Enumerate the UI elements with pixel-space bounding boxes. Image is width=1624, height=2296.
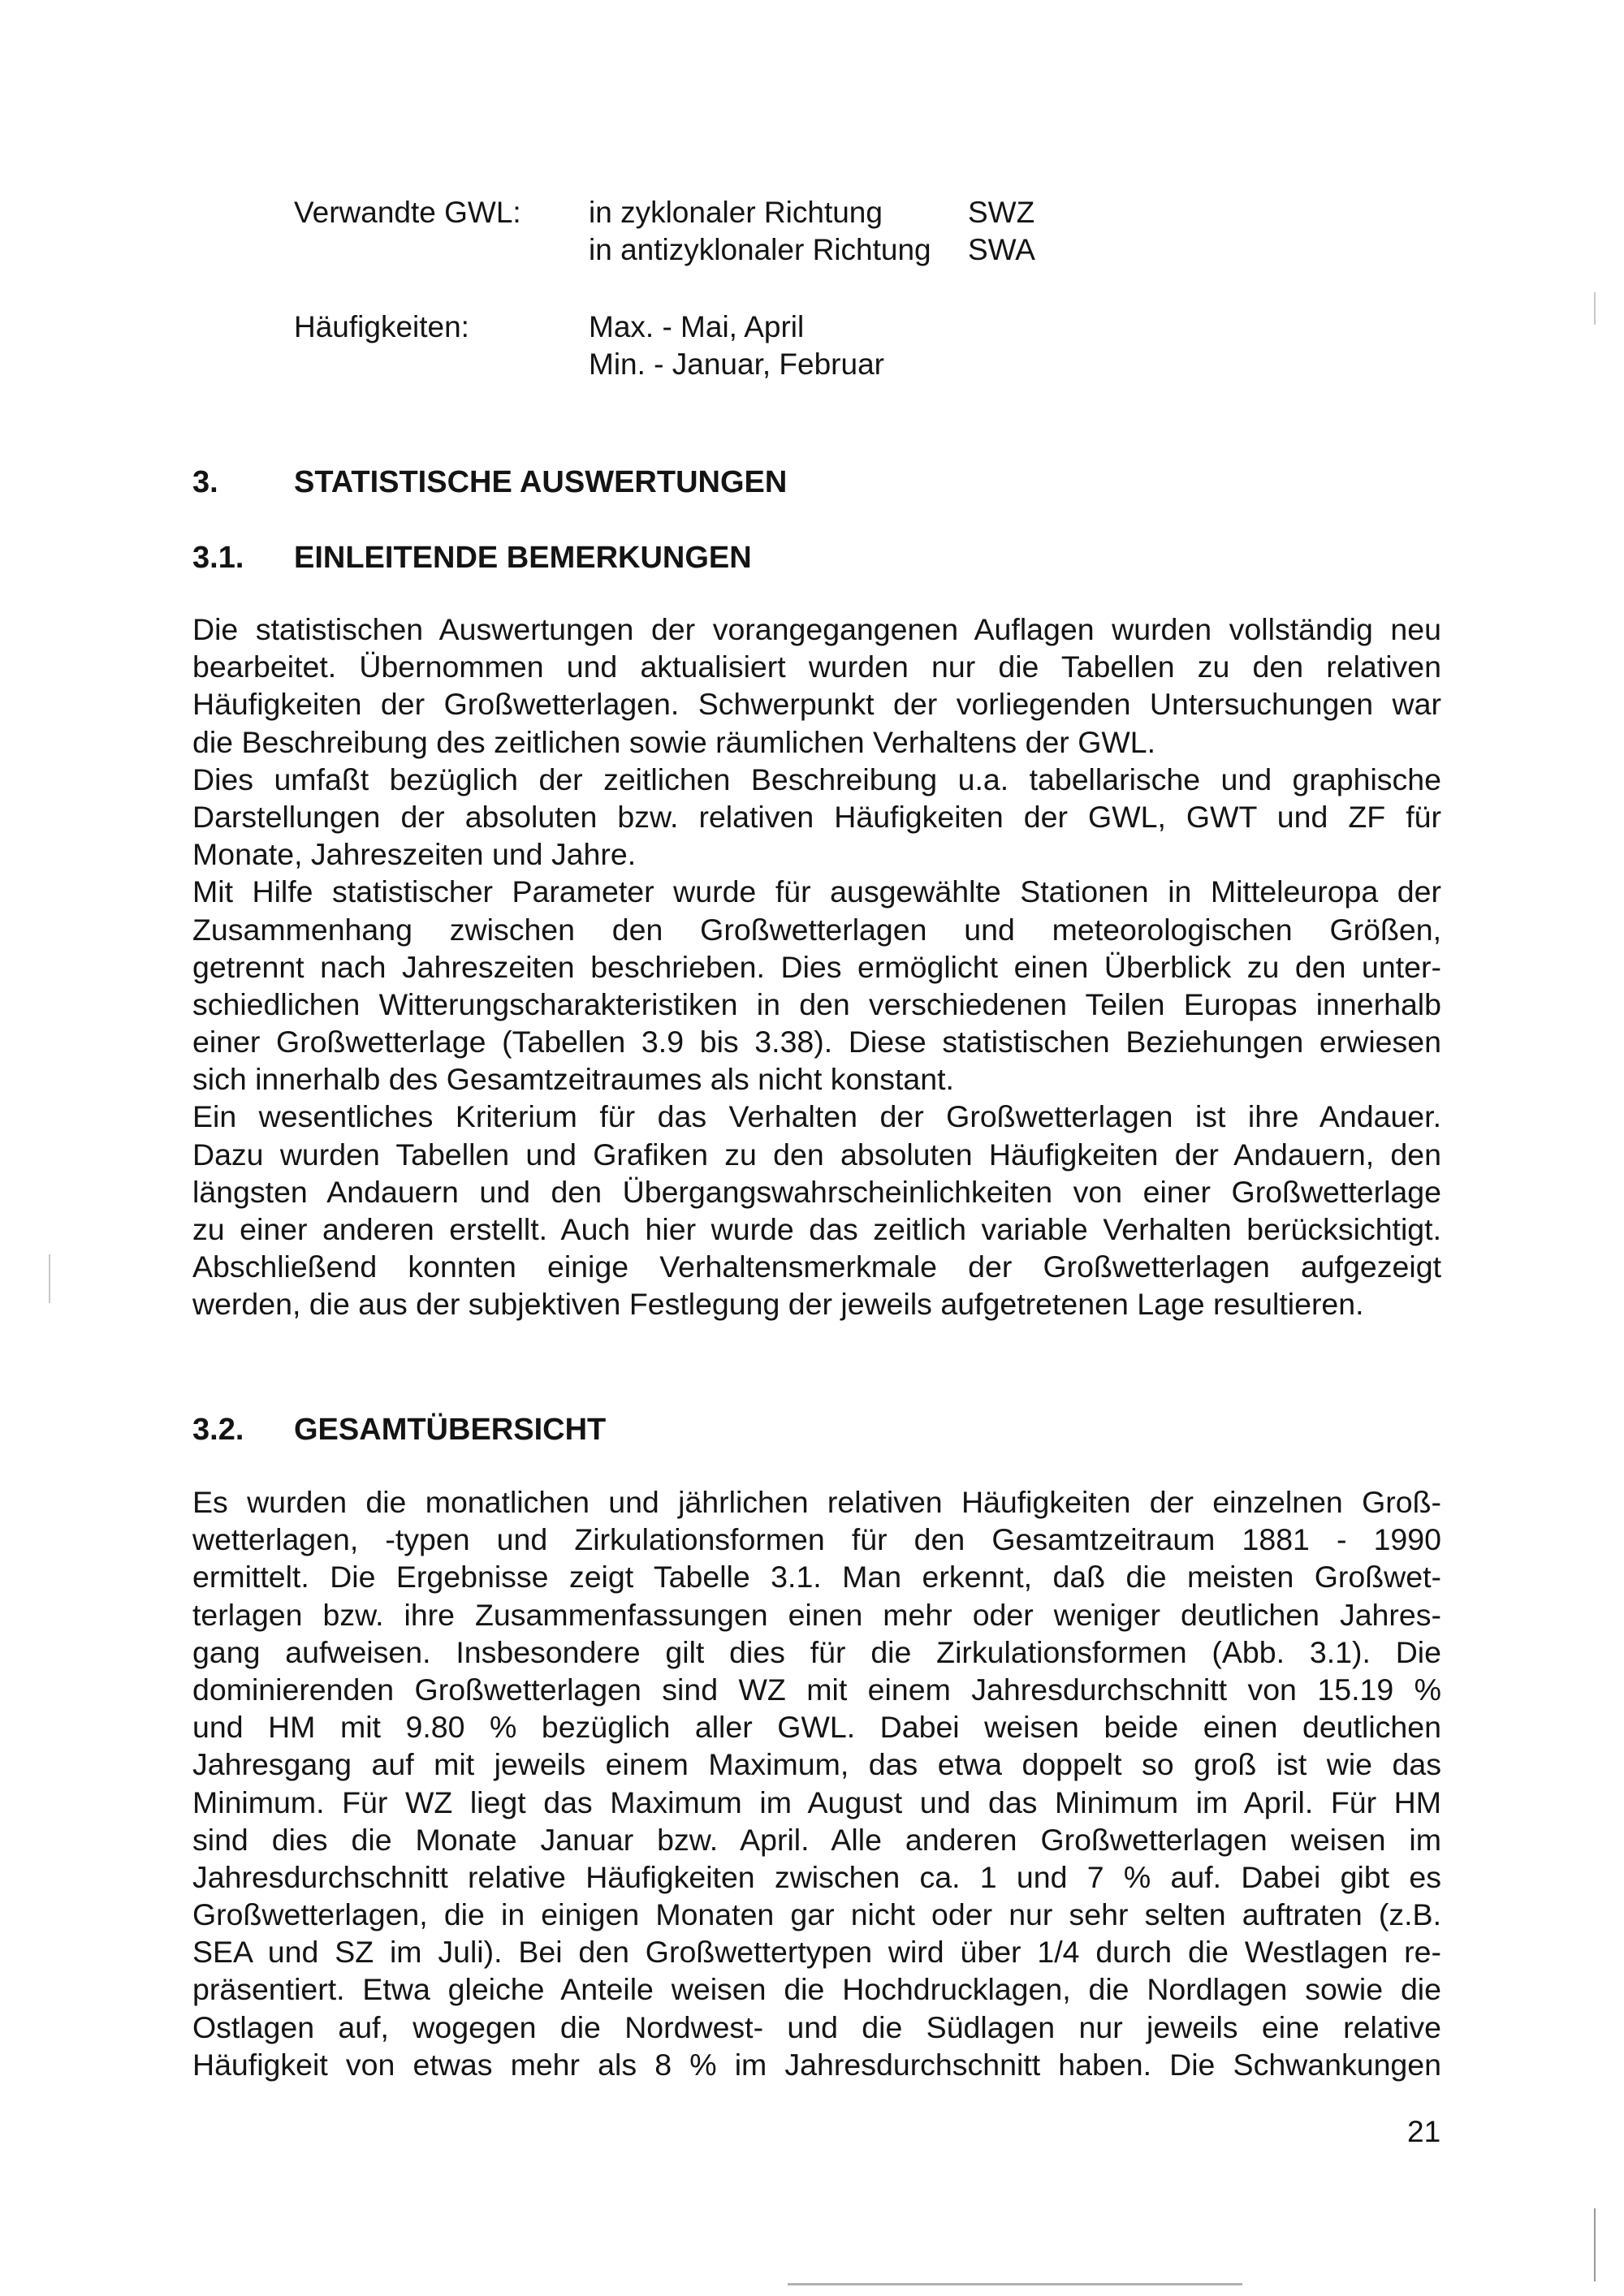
text-line: Mit Hilfe statistischer Parameter wurde für ausgewählte Stationen in Mitteleuropa der <box>192 874 1441 909</box>
text-line: präsentiert. Etwa gleiche Anteile weisen die Hochdrucklagen, die Nordlagen sowie die <box>192 1972 1441 2007</box>
section-3-2-heading <box>192 1411 1492 1448</box>
related-gwl-label: Verwandte GWL: <box>294 196 521 229</box>
text-line: schiedlichen Witterungscharakteristiken in den verschiedenen Teilen Europas innerhalb <box>192 986 1441 1021</box>
section-number: 3.2. <box>192 1413 244 1447</box>
related-direction: in antizyklonaler Richtung <box>589 233 931 266</box>
text-line: die Beschreibung des zeitlichen sowie räumlichen Verhaltens der GWL. <box>192 724 1156 759</box>
related-direction: in zyklonaler Richtung <box>589 196 883 229</box>
text-line: Jahresdurchschnitt relative Häufigkeiten zwischen ca. 1 und 7 % auf. Dabei gibt es <box>192 1859 1441 1894</box>
text-line: Dazu wurden Tabellen und Grafiken zu den absoluten Häufigkeiten der Andauern, den <box>192 1137 1441 1172</box>
scan-mark <box>1594 2208 1596 2281</box>
text-line: Darstellungen der absoluten bzw. relativen Häufigkeiten der GWL, GWT und ZF für <box>192 799 1441 834</box>
text-line: wetterlagen, -typen und Zirkulationsformen für den Gesamtzeitraum 1881 - 1990 <box>192 1522 1441 1557</box>
scan-mark <box>49 1254 50 1303</box>
frequency-label: Häufigkeiten: <box>294 310 469 343</box>
section-title: EINLEITENDE BEMERKUNGEN <box>294 541 752 575</box>
section-number: 3. <box>192 465 218 499</box>
section-3-2-body <box>192 1483 1441 2083</box>
section-3-1-heading <box>192 539 1492 576</box>
text-line: ermittelt. Die Ergebnisse zeigt Tabelle 3.1. Man erkennt, daß die meisten Großwet- <box>192 1560 1441 1595</box>
section-3-1-body <box>192 611 1441 1323</box>
text-line: Die statistischen Auswertungen der vorangegangenen Auflagen wurden vollständig neu <box>192 612 1441 646</box>
text-line: Minimum. Für WZ liegt das Maximum im August und das Minimum im April. Für HM <box>192 1785 1441 1819</box>
section-title: STATISTISCHE AUSWERTUNGEN <box>294 465 788 499</box>
text-line: Großwetterlagen, die in einigen Monaten gar nicht oder nur sehr selten auftraten (z.B. <box>192 1897 1441 1932</box>
text-line: gang aufweisen. Insbesondere gilt dies für die Zirkulationsformen (Abb. 3.1). Die <box>192 1634 1441 1669</box>
text-line: bearbeitet. Übernommen und aktualisiert wurden nur die Tabellen zu den relativen <box>192 650 1441 684</box>
text-line: terlagen bzw. ihre Zusammenfassungen einen mehr oder weniger deutlichen Jahres- <box>192 1597 1441 1632</box>
text-line: sich innerhalb des Gesamtzeitraumes als nicht konstant. <box>192 1062 954 1097</box>
text-line: und HM mit 9.80 % bezüglich aller GWL. Dabei weisen beide einen deutlichen <box>192 1710 1441 1745</box>
text-line: getrennt nach Jahreszeiten beschrieben. Dies ermöglicht einen Überblick zu den unter- <box>192 949 1441 984</box>
text-line: Abschließend konnten einige Verhaltensmerkmale der Großwetterlagen aufgezeigt <box>192 1249 1441 1284</box>
text-line: längsten Andauern und den Übergangswahrscheinlichkeiten von einer Großwetterlage <box>192 1174 1441 1209</box>
text-line: einer Großwetterlage (Tabellen 3.9 bis 3.38). Diese statistischen Beziehungen erwiesen <box>192 1025 1441 1060</box>
section-number: 3.1. <box>192 541 244 575</box>
scan-mark <box>788 2283 1242 2285</box>
scan-mark <box>1594 292 1596 325</box>
text-line: dominierenden Großwetterlagen sind WZ mit einem Jahresdurchschnitt von 15.19 % <box>192 1672 1441 1707</box>
frequency-max: Max. - Mai, April <box>589 310 805 343</box>
related-code: SWA <box>968 233 1035 266</box>
text-line: Es wurden die monatlichen und jährlichen relativen Häufigkeiten der einzelnen Groß- <box>192 1485 1441 1519</box>
text-line: Jahresgang auf mit jeweils einem Maximum, das etwa doppelt so groß ist wie das <box>192 1747 1441 1782</box>
page-number: 21 <box>1407 2115 1441 2148</box>
text-line: sind dies die Monate Januar bzw. April. Alle anderen Großwetterlagen weisen im <box>192 1822 1441 1857</box>
text-line: Dies umfaßt bezüglich der zeitlichen Beschreibung u.a. tabellarische und graphische <box>192 762 1441 796</box>
text-line: SEA und SZ im Juli). Bei den Großwettertypen wird über 1/4 durch die Westlagen re- <box>192 1935 1441 1970</box>
text-line: Monate, Jahreszeiten und Jahre. <box>192 837 637 872</box>
text-line: Zusammenhang zwischen den Großwetterlagen und meteorologischen Größen, <box>192 912 1441 947</box>
text-line: Häufigkeit von etwas mehr als 8 % im Jahresdurchschnitt haben. Die Schwankungen <box>192 2047 1441 2082</box>
frequency-min: Min. - Januar, Februar <box>589 347 884 381</box>
text-line: Häufigkeiten der Großwetterlagen. Schwerpunkt der vorliegenden Untersuchungen war <box>192 687 1441 722</box>
section-3-heading <box>192 464 1492 501</box>
text-line: Ostlagen auf, wogegen die Nordwest- und die Südlagen nur jeweils eine relative <box>192 2009 1441 2044</box>
related-code: SWZ <box>968 196 1035 229</box>
text-line: zu einer anderen erstellt. Auch hier wurde das zeitlich variable Verhalten berücksichtigt. <box>192 1212 1441 1246</box>
section-title: GESAMTÜBERSICHT <box>294 1413 607 1447</box>
text-line: Ein wesentliches Kriterium für das Verhalten der Großwetterlagen ist ihre Andauer. <box>192 1099 1441 1134</box>
text-line: werden, die aus der subjektiven Festlegung der jeweils aufgetretenen Lage resultieren. <box>192 1287 1364 1322</box>
